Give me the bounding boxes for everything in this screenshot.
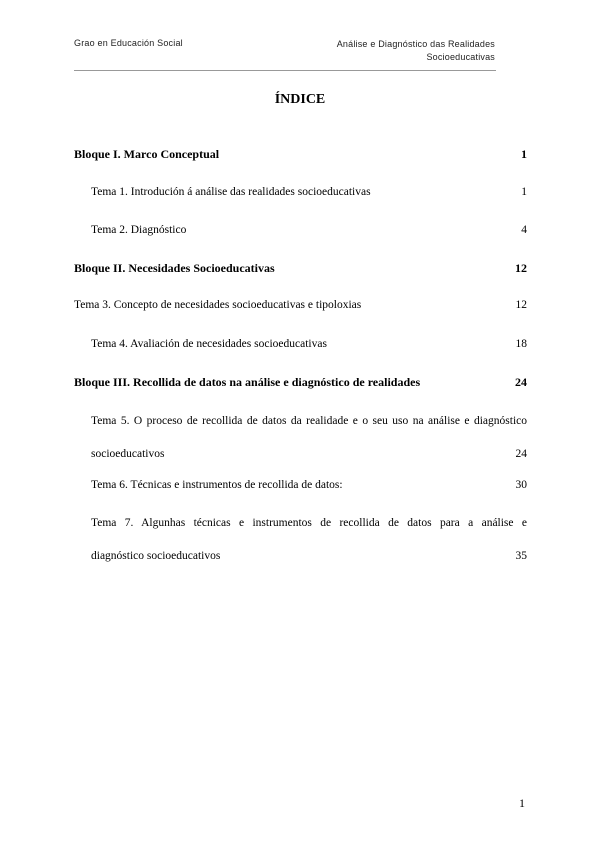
toc-entry-bloque-2[interactable] [74,252,527,285]
toc-entry-page: 18 [515,338,527,350]
toc-entry-text: Bloque III. Recollida de datos na análise e diagnóstico de realidades [74,375,421,389]
toc-entry-text: Bloque I. Marco Conceptual [74,147,220,161]
header-divider [74,70,496,71]
toc-entry-page: 12 [515,261,527,275]
toc-entry-text-cont: socioeducativos [91,448,165,460]
toc-entry-page: 24 [515,448,527,460]
toc-entry-tema-6[interactable] [91,469,527,502]
toc-entry-bloque-1[interactable] [74,138,527,171]
toc-entry-text-cont: diagnóstico socioeducativos [91,550,221,562]
page-number: 1 [519,796,525,810]
toc-entry-tema-7[interactable] [91,507,527,573]
toc-entry-text: Tema 4. Avaliación de necesidades socioeducativas [91,338,327,350]
toc-entry-tema-4[interactable] [91,328,527,361]
toc-entry-tema-2[interactable] [91,214,527,247]
header-course-title: Grao en Educación Social [74,38,183,48]
toc-entry-page: 24 [515,375,527,389]
toc-entry-tema-3[interactable] [74,289,527,322]
header-subject-line2: Socioeducativas [426,52,495,62]
toc-entry-page: 1 [521,186,527,198]
toc-entry-text: Tema 5. O proceso de recollida de datos da realidade e o seu uso na análise e diagnóstico [91,415,527,427]
header-subject-title [300,38,495,64]
toc-entry-text: Tema 3. Concepto de necesidades socioeducativas e tipoloxias [74,299,362,311]
toc-entry-page: 35 [515,550,527,562]
toc-entry-text: Bloque II. Necesidades Socioeducativas [74,261,275,275]
toc-entry-text: Tema 7. Algunhas técnicas e instrumentos de recollida de datos para a análise e [91,517,527,529]
toc-entry-page: 4 [521,224,527,236]
toc-entry-page: 1 [521,147,527,161]
toc-entry-page: 30 [515,479,527,491]
toc-entry-bloque-3[interactable] [74,366,527,399]
page-title: ÍNDICE [274,92,326,107]
toc-entry-text: Tema 2. Diagnóstico [91,224,187,236]
toc-entry-text: Tema 6. Técnicas e instrumentos de recollida de datos: [91,479,343,491]
toc-entry-tema-1[interactable] [91,176,527,209]
header-subject-line1: Análise e Diagnóstico das Realidades [336,39,495,49]
toc-entry-text: Tema 1. Introdución á análise das realidades socioeducativas [91,186,371,198]
toc-entry-tema-5[interactable] [91,405,527,471]
toc-entry-page: 12 [515,299,527,311]
